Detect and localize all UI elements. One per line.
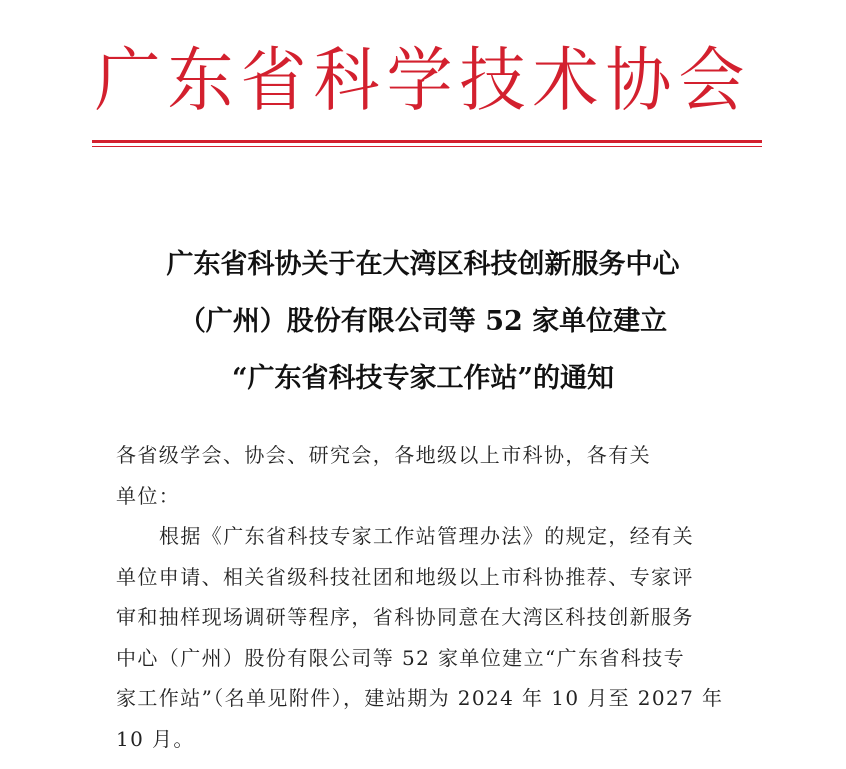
notice-title: [60, 236, 786, 407]
letterhead-org-name: 广东省科学技术协会: [94, 40, 752, 121]
paragraph-line-1: 根据《广东省科技专家工作站管理办法》的规定，经有关: [159, 524, 694, 548]
paragraph-line-4: 中心（广州）股份有限公司等 52 家单位建立“广东省科技专: [116, 645, 685, 670]
paragraph-line-6: 10 月。: [116, 726, 195, 751]
notice-title-line-2: （广州）股份有限公司等 52 家单位建立: [178, 306, 668, 337]
salutation-line-2: 单位：: [116, 483, 181, 508]
letterhead-rule-thick: [92, 140, 762, 143]
notice-body: [116, 435, 736, 759]
letterhead-rule-thin: [92, 146, 762, 147]
notice-title-line-1: 广东省科协关于在大湾区科技创新服务中心: [166, 249, 680, 280]
paragraph-line-3: 审和抽样现场调研等程序，省科协同意在大湾区科技创新服务: [116, 605, 694, 629]
paragraph-line-2: 单位申请、相关省级科技社团和地级以上市科协推荐、专家评: [116, 564, 694, 589]
notice-title-line-3: “广东省科技专家工作站”的通知: [231, 363, 615, 394]
paragraph-line-5: 家工作站”（名单见附件），建站期为 2024 年 10 月至 2027 年: [116, 686, 724, 710]
salutation-line-1: 各省级学会、协会、研究会，各地级以上市科协，各有关: [116, 443, 651, 467]
